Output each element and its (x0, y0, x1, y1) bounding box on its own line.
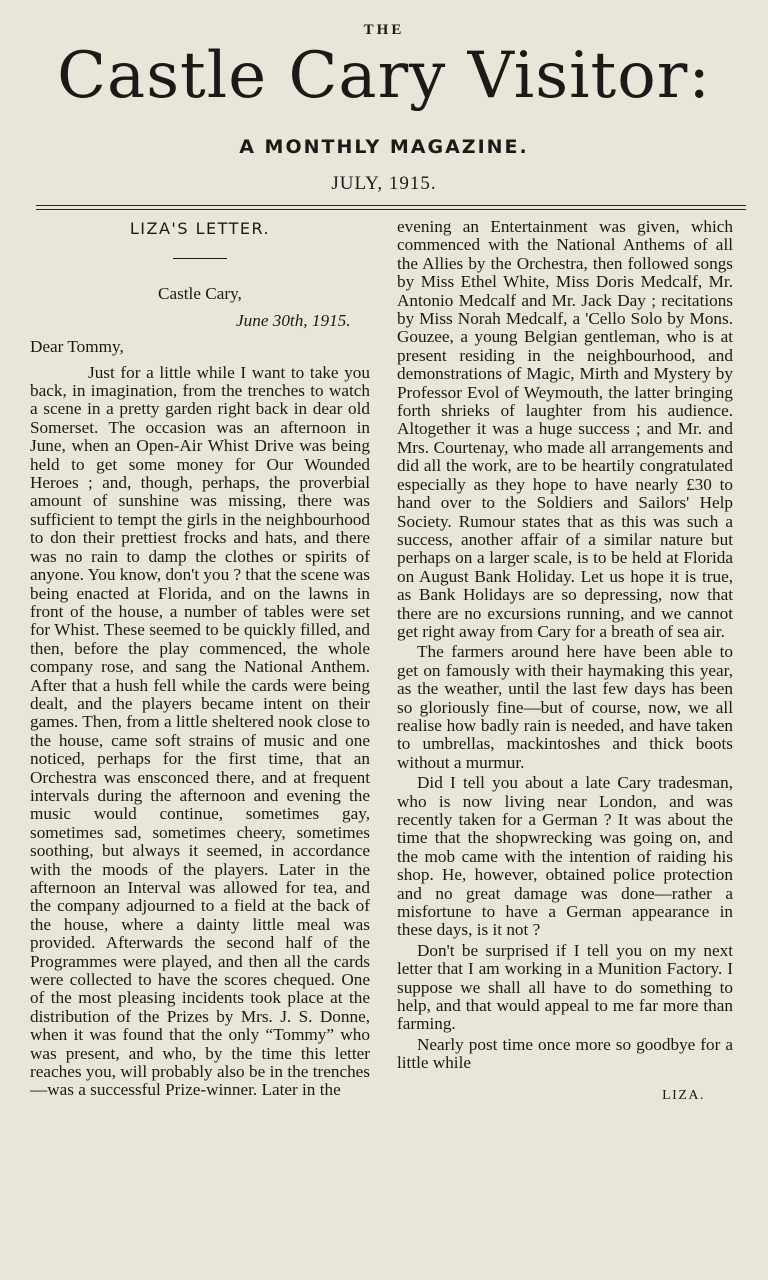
masthead-the: THE (363, 22, 405, 38)
letter-salutation: Dear Tommy, (30, 337, 124, 357)
right-column (397, 218, 733, 1105)
body-paragraph: Nearly post time once more so goodbye for a little while (397, 1034, 733, 1073)
left-column (30, 218, 370, 1100)
letter-title: LIZA'S LETTER. (129, 219, 271, 238)
body-paragraph: Just for a little while I want to take you back, in imagination, from the trenches to watch a scene in a pretty garden right back in dear old Somerset. The occasion was an afternoon in June, when an Open-Air Whist Drive was being held to get some money for Our Wounded Heroes ; and, though, perhaps, the proverbial amount of sunshine was missing, there was sufficient to tempt the girls in the neighbourhood to don their prettiest frocks and hats, and there was no rain to damp the clothes or spirits of anyone. You know, don't you ? that the scene was being enacted at Florida, and on the lawns in front of the house, a number of tables were set for Whist. These seemed to be quickly filled, and then, before the play commenced, the whole company rose, and sang the National Anthem. After that a hush fell while the cards were being dealt, and the players became intent on their games. Then, from a little sheltered nook close to the house, came soft strains of music and one noticed, perhaps for the first time, that an Orchestra was ensconced there, and at frequent intervals during the afternoon and evening the music would continue, sometimes gay, sometimes sad, sometimes cheery, sometimes soothing, but always it seemed, in accordance with the moods of the players. Later in the afternoon an Interval was allowed for tea, and the company adjourned to a field at the back of the house, where a dainty little meal was provided. Afterwards the second half of the Programmes were played, and then all the cards were collected to have the scores chequed. One of the most pleasing incidents took place at the distribution of the Prizes by Mrs. J. S. Donne, when it was found that the only “Tommy” who was present, and who, by the time this letter reaches you, will probably also be in the trenches—was a successful Prize-winner. Later in the (30, 362, 370, 1100)
masthead-subtitle: A MONTHLY MAGAZINE. (239, 136, 529, 158)
issue-date: JULY, 1915. (331, 173, 437, 194)
body-paragraph: Don't be surprised if I tell you on my next letter that I am working in a Munition Factory. I suppose we shall all have to do something to help, and that would appeal to me far more than farming. (397, 940, 733, 1034)
letter-place: Castle Cary, (158, 284, 242, 304)
letter-signature: LIZA. (662, 1087, 705, 1103)
body-paragraph: Did I tell you about a late Cary tradesman, who is now living near London, and was recently taken for a German ? It was about the time that the shopwrecking was going on, and the mob came with the intention of raiding his shop. He, however, obtained police protection and no great damage was done—rather a misfortune to have a German appearance in these days, is it not ? (397, 773, 733, 940)
body-paragraph: evening an Entertainment was given, which commenced with the National Anthems of all the Allies by the Orchestra, then followed songs by Miss Ethel White, Miss Doris Medcalf, Mr. Antonio Medcalf and Mr. Jack Day ; recitations by Miss Norah Medcalf, a 'Cello Solo by Mons. Gouzee, a young Belgian gentleman, who is at present residing in the neighbourhood, and demonstrations of Magic, Mirth and Mystery by Professor Evol of Weymouth, the latter bringing forth shrieks of laughter from his audience. Altogether it was a huge success ; and Mr. and Mrs. Courtenay, who made all arrangements and did all the work, are to be heartily congratulated especially as they hope to have nearly £30 to hand over to the Soldiers and Sailors' Help Society. Rumour states that as this was such a success, another affair of a similar nature but perhaps on a larger scale, is to be held at Florida on August Bank Holiday. Let us hope it is true, as Bank Holidays are so depressing, now that there are no excursions running, and we cannot get right away from Cary for a breath of sea air. (397, 217, 733, 641)
title-divider (173, 258, 227, 259)
masthead-title: Castle Cary Visitor: (57, 39, 711, 113)
header-double-rule (36, 205, 746, 210)
body-paragraph: The farmers around here have been able to get on famously with their haymaking this year, as the weather, until the last few days has been so gloriously fine—but of course, now, we all realise how badly rain is needed, and have taken to umbrellas, mackintoshes and thick boots without a murmur. (397, 642, 733, 772)
letter-date: June 30th, 1915. (236, 310, 351, 330)
